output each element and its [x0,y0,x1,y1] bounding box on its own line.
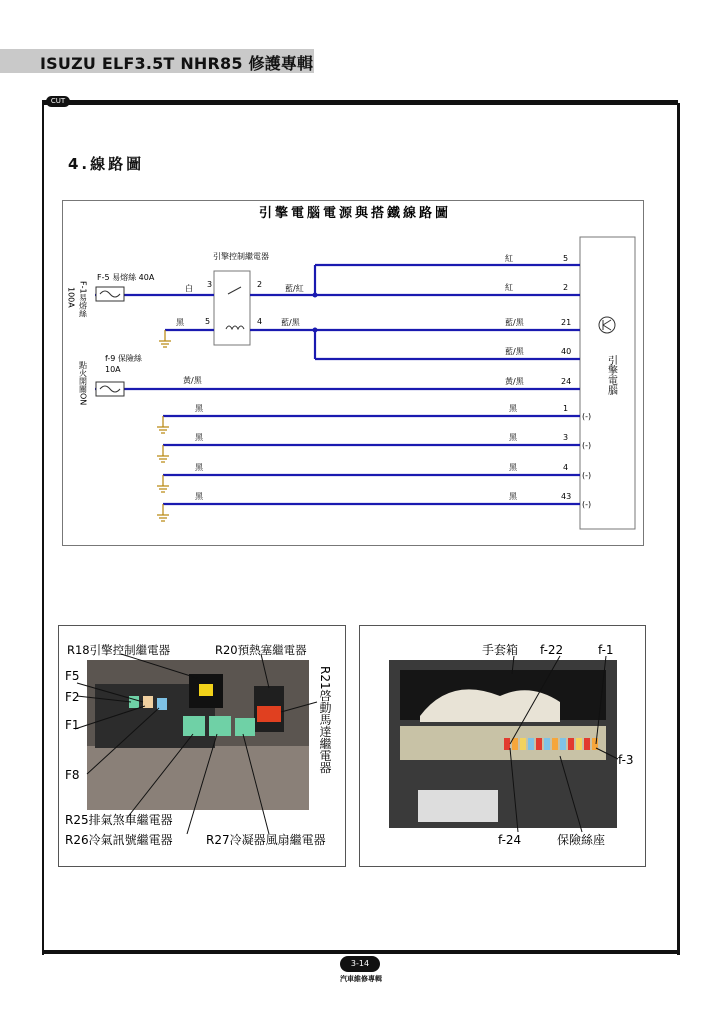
publisher-name: 汽車維修專輯 [340,975,382,983]
relay-box-photo [59,626,345,866]
page-top-rule [42,100,678,105]
diagram-title: 引擎電腦電源與搭鐵線路圖 [258,206,452,221]
junction-dot [313,328,318,333]
ground-sign: (-) [582,471,592,480]
label-f2: F2 [65,690,80,704]
ground-sign: (-) [582,500,592,509]
label-f8: F8 [65,768,80,782]
page-bottom-rule [42,950,680,954]
relay-switch [228,287,241,294]
wiring-diagram [62,200,644,546]
label-f24: f-24 [498,833,522,847]
ground-sign: (-) [582,412,592,421]
page-left-rule [42,103,44,955]
label-f22: f-22 [540,643,564,657]
ecu-transistor-icon [599,317,615,333]
ignition-switch-label: 點火開關ON [78,361,88,406]
wire-color-label: 藍/黑 [505,347,524,356]
wiring-diagram-svg [63,201,643,545]
label-f5: F5 [65,669,80,683]
relay-pin-5: 5 [205,317,211,326]
ground-wire-labels [195,404,591,509]
wire-color-label: 紅 [505,254,513,263]
ground-wire-label: 黑 [195,433,203,442]
ecu-pin-label: 3 [563,433,569,442]
fuse-f9-rating: 10A [105,365,121,374]
fuse-f1-label: F-1易熔絲 [78,281,88,318]
ground-icon [157,475,169,492]
ecu-pin-label: 24 [561,377,572,386]
wire-white-label: 白 [185,284,193,293]
label-r21: R21啓動馬達繼電器 [318,666,332,774]
ecu-pin-label: 40 [561,347,572,356]
ecu-pin-label: 1 [563,404,569,413]
ground-icon [159,330,171,347]
wire-blue-red-label: 藍/紅 [285,284,304,293]
label-r27: R27冷凝器風扇繼電器 [206,833,326,847]
label-f1: F1 [65,718,80,732]
ecu-label: 引擎電腦 [605,355,617,395]
wire-color-label: 黃/黑 [505,377,524,386]
fuse-box-photo [360,626,645,866]
page-right-rule [677,103,680,955]
section-title: 4.線路圖 [68,155,145,173]
ground-icon [157,416,169,433]
wire-blue-black-label: 藍/黑 [281,318,300,327]
relay-label: 引擎控制繼電器 [213,252,269,261]
relay-coil-icon [226,326,244,329]
wire-yellow-black-label: 黃/黑 [183,376,202,385]
ground-sign: (-) [582,441,592,450]
ground-wire-label: 黑 [509,404,517,413]
label-r18: R18引擎控制繼電器 [67,643,171,657]
document-header-title: ISUZU ELF3.5T NHR85 修護專輯 [40,54,314,73]
relay-pin-2: 2 [257,280,263,289]
ecu-pin-label: 4 [563,463,569,472]
fuse-f5-icon [96,287,124,301]
wire-color-label: 紅 [505,283,513,292]
fuse-f9-label: f-9 保險絲 [105,354,142,363]
relay-r25-image [183,716,205,736]
label-r20: R20預熱塞繼電器 [215,643,307,657]
relay-pin-4: 4 [257,317,263,326]
page-number: 3-14 [340,956,380,972]
corner-badge: CUT [46,96,70,107]
ground-wire-label: 黑 [195,404,203,413]
fuse-box-photo-panel [359,625,646,867]
junction-dot [313,293,318,298]
label-f1: f-1 [598,643,614,657]
wire-black-label: 黑 [176,318,184,327]
relay-pin-3: 3 [207,280,213,289]
ground-icon [157,445,169,462]
fuse-f1-rating: 100A [66,287,76,308]
ground-symbols [157,330,171,521]
label-fusebox: 保險絲座 [557,833,606,847]
fuse-f9-icon [96,382,124,396]
relay-r26-image [209,716,231,736]
ground-wire-label: 黑 [509,433,517,442]
ground-wire-label: 黑 [509,492,517,501]
ground-wire-label: 黑 [195,463,203,472]
ecu-pin-label: 21 [561,318,572,327]
ground-wire-label: 黑 [195,492,203,501]
ground-wire-label: 黑 [509,463,517,472]
ground-icon [157,504,169,521]
label-r25: R25排氣煞車繼電器 [65,813,173,827]
relay-box [214,271,250,345]
wire-color-label: 藍/黑 [505,318,524,327]
relay-box-photo-panel [58,625,346,867]
ecu-pin-label: 5 [563,254,569,263]
ecu-pin-label: 43 [561,492,572,501]
ecu-wire-labels [505,253,571,386]
fuse-f5-label: F-5 易熔絲 40A [97,273,155,282]
label-r26: R26冷氣訊號繼電器 [65,833,173,847]
ecu-pin-label: 2 [563,283,569,292]
fuse-panel-image [400,726,606,760]
label-f3: f-3 [618,753,634,767]
label-glovebox: 手套箱 [482,643,519,657]
relay-r27-image [235,718,255,736]
